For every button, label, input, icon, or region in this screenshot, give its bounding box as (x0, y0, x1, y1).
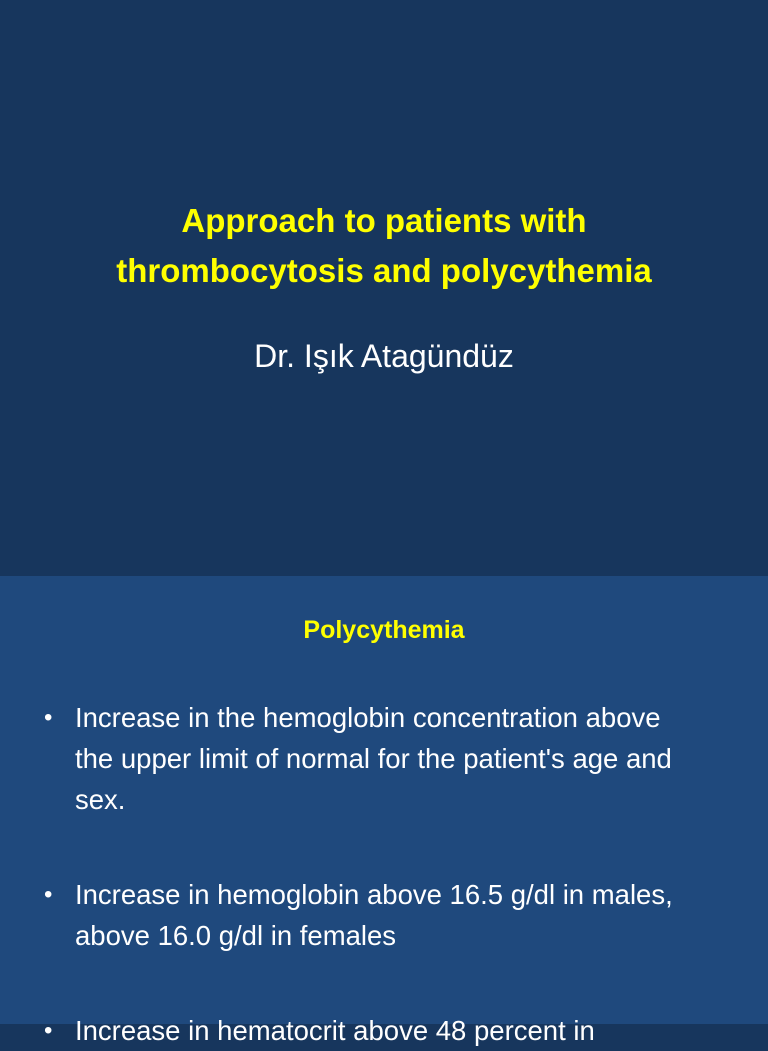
bullet-text: Increase in the hemoglobin concentration above the upper limit of normal for the patient's age and sex. (75, 702, 672, 815)
slide-title: Polycythemia (303, 616, 465, 644)
title-line-2: thrombocytosis and polycythemia (116, 252, 652, 289)
author-name: Dr. Işık Atagündüz (254, 338, 514, 374)
bullet-icon: • (44, 704, 53, 731)
title-line-1: Approach to patients with (181, 202, 587, 239)
bullet-text: Increase in hematocrit above 48 percent in (75, 1015, 595, 1046)
bullet-icon: • (44, 881, 53, 908)
presentation-title (0, 196, 768, 296)
content-slide (0, 576, 768, 1046)
bullet-item (44, 697, 684, 820)
bullet-icon: • (44, 1017, 53, 1044)
bullet-item (44, 874, 684, 956)
bullet-item (44, 1010, 684, 1051)
bullet-text: Increase in hemoglobin above 16.5 g/dl in males, above 16.0 g/dl in females (75, 879, 673, 951)
